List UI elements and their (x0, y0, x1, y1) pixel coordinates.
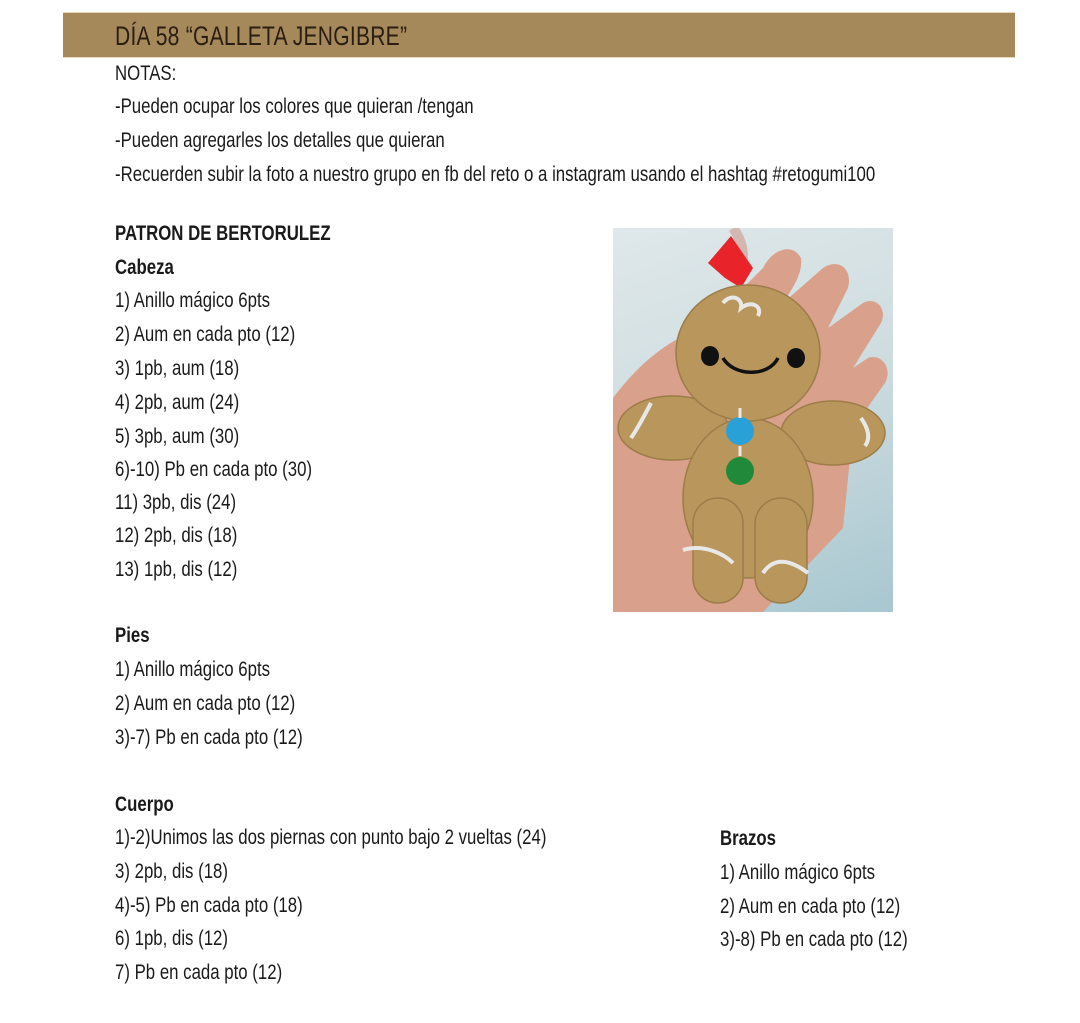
pattern-row: 11) 3pb, dis (24) (115, 491, 237, 514)
pattern-author-heading: PATRON DE BERTORULEZ (115, 222, 331, 245)
pattern-row: 7) Pb en cada pto (12) (115, 961, 283, 984)
pattern-row: 3) 2pb, dis (18) (115, 860, 228, 883)
section-title: Brazos (720, 827, 777, 850)
pattern-row: 1) Anillo mágico 6pts (115, 289, 271, 312)
section-title: Cuerpo (115, 793, 174, 816)
pattern-row: 4)-5) Pb en cada pto (18) (115, 894, 303, 917)
gingerbread-illustration (613, 228, 893, 612)
pattern-row: 4) 2pb, aum (24) (115, 391, 240, 414)
pattern-row: 3) 1pb, aum (18) (115, 357, 240, 380)
gingerbread-amigurumi-photo (613, 228, 893, 612)
title-bar (63, 12, 1015, 58)
section-title: Cabeza (115, 256, 174, 279)
notes-heading: NOTAS: (115, 62, 177, 85)
page-title: DÍA 58 “GALLETA JENGIBRE” (115, 21, 408, 51)
pattern-row: 13) 1pb, dis (12) (115, 558, 238, 581)
pattern-row: 6)-10) Pb en cada pto (30) (115, 458, 313, 481)
note-item: -Recuerden subir la foto a nuestro grupo en fb del reto o a instagram usando el hashtag #retogumi100 (115, 163, 876, 186)
pattern-row: 1) Anillo mágico 6pts (115, 658, 271, 681)
pattern-row: 3)-7) Pb en cada pto (12) (115, 726, 303, 749)
pattern-row: 2) Aum en cada pto (12) (115, 323, 296, 346)
pattern-row: 2) Aum en cada pto (12) (720, 895, 901, 918)
note-item: -Pueden agregarles los detalles que quieran (115, 129, 445, 152)
pattern-row: 2) Aum en cada pto (12) (115, 692, 296, 715)
note-item: -Pueden ocupar los colores que quieran /tengan (115, 95, 474, 118)
pattern-row: 1) Anillo mágico 6pts (720, 861, 876, 884)
pattern-row: 1)-2)Unimos las dos piernas con punto bajo 2 vueltas (24) (115, 826, 547, 849)
section-title: Pies (115, 624, 150, 647)
pattern-row: 12) 2pb, dis (18) (115, 524, 238, 547)
pattern-row: 5) 3pb, aum (30) (115, 425, 240, 448)
pattern-row: 3)-8) Pb en cada pto (12) (720, 928, 908, 951)
pattern-row: 6) 1pb, dis (12) (115, 927, 228, 950)
